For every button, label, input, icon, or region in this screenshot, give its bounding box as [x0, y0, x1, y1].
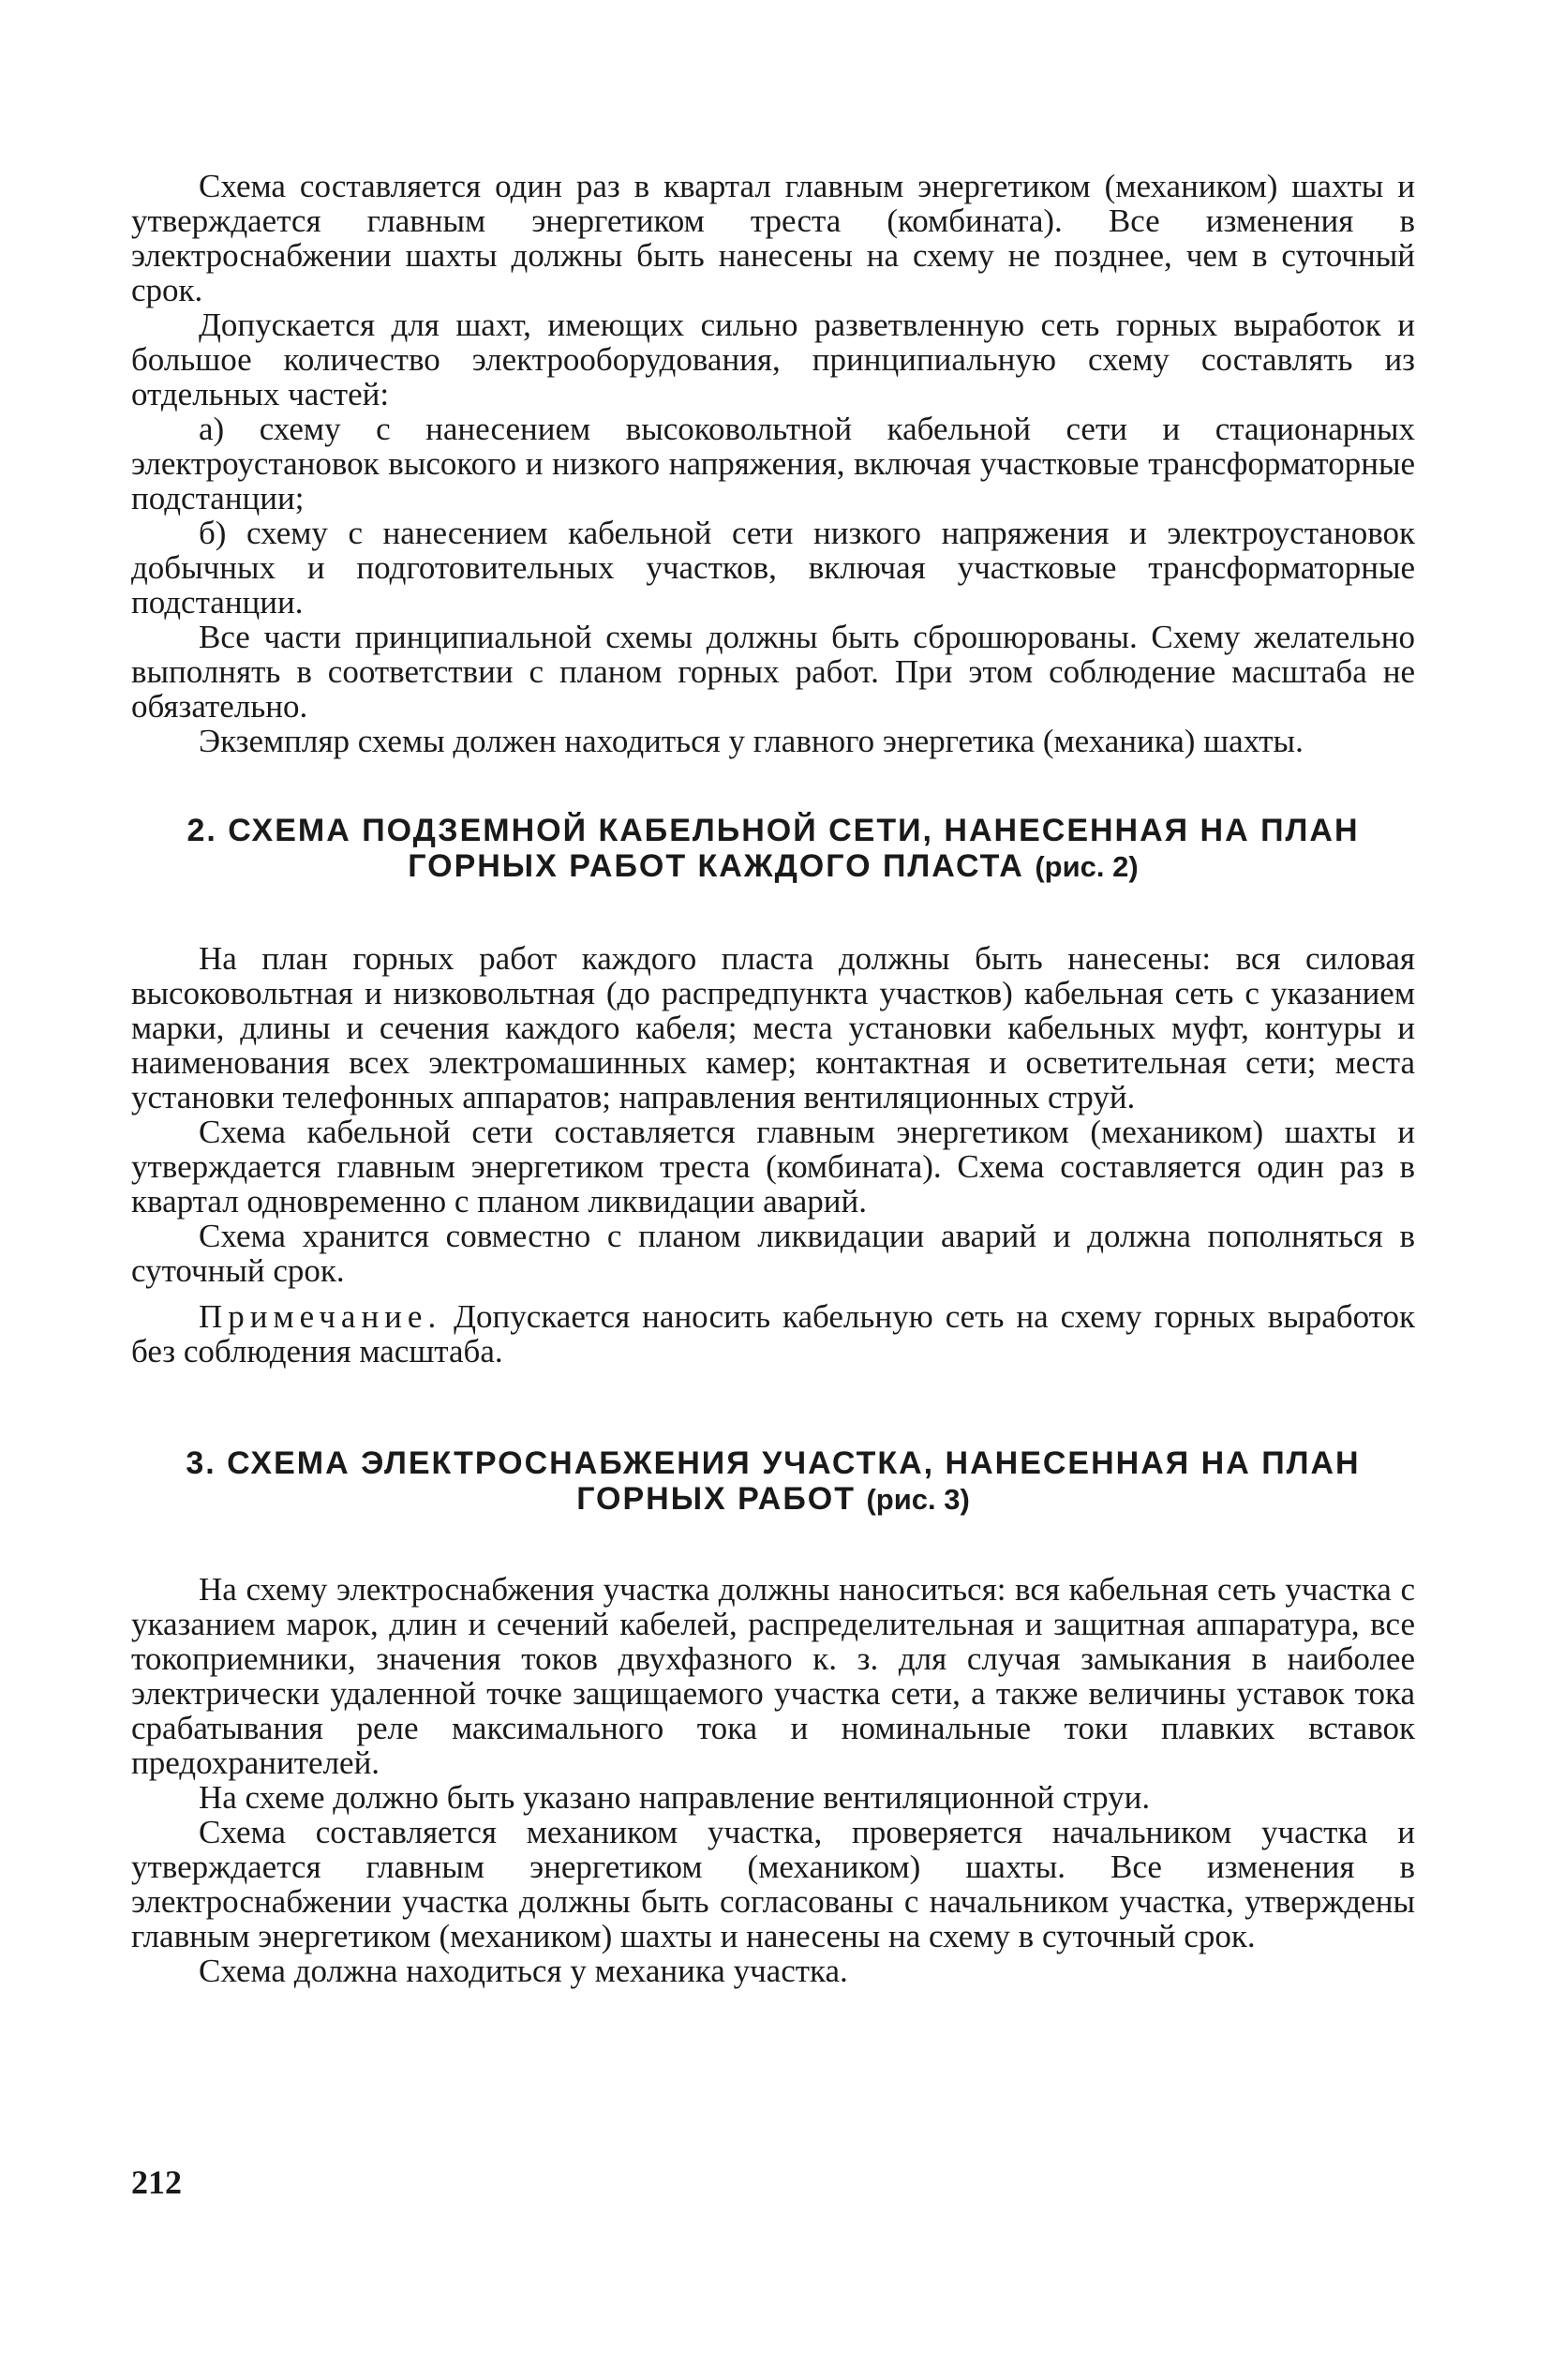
paragraph: Схема составляется один раз в квартал главным энергетиком (механиком) шахты и утверждается главным энергетиком треста (комбината). Все изменения в электроснабжении шахты должны быть нанесены на схему не позднее, чем в суточный срок. [131, 168, 1415, 308]
paragraph: б) схему с нанесением кабельной сети низкого напряжения и электроустановок добычных и подготовительных участков, включая участковые трансформаторные подстанции. [131, 515, 1415, 621]
paragraph: Все части принципиальной схемы должны быть сброшюрованы. Схему желательно выполнять в соответствии с планом горных работ. При этом соблюдение масштаба не обязательно. [131, 619, 1415, 725]
figure-reference: (рис. 3) [866, 1483, 970, 1516]
page-content [131, 169, 1415, 1988]
paragraph: Схема составляется механиком участка, проверяется начальником участка и утверждается главным энергетиком (механиком) шахты. Все изменения в электроснабжении участка должны быть согласованы с начальником участка, утверждены главным энергетиком (механиком) шахты и нанесены на схему в суточный срок. [131, 1814, 1415, 1954]
paragraph: Схема должна находиться у механика участка. [199, 1953, 848, 1989]
paragraph: а) схему с нанесением высоковольтной кабельной сети и стационарных электроустановок высокого и низкого напряжения, включая участковые трансформаторные подстанции; [131, 411, 1415, 516]
note-text: Допускается наносить кабельную сеть на схему горных выработок без соблюдения масштаба. [131, 1298, 1415, 1370]
paragraph: Экземпляр схемы должен находиться у главного энергетика (механика) шахты. [199, 723, 1304, 759]
section-1-body [131, 169, 1415, 758]
section-3-body [131, 1572, 1415, 1988]
heading-line: 3. СХЕМА ЭЛЕКТРОСНАБЖЕНИЯ УЧАСТКА, НАНЕСЕННАЯ НА ПЛАН [186, 1445, 1361, 1481]
section-3-heading [131, 1445, 1415, 1518]
paragraph: Допускается для шахт, имеющих сильно разветвленную сеть горных выработок и большое количество электрооборудования, принципиальную схему составлять из отдельных частей: [131, 307, 1415, 412]
paragraph: На схему электроснабжения участка должны наноситься: вся кабельная сеть участка с указанием марок, длин и сечений кабелей, распределительная и защитная аппаратура, все токоприемники, значения токов двухфазного к. з. для случая замыкания в наиболее электрически удаленной точке защищаемого участка сети, а также величины уставок тока срабатывания реле максимального тока и номинальные токи плавких вставок предохранителей. [131, 1571, 1415, 1781]
section-2-heading [131, 813, 1415, 885]
section-2-body [131, 941, 1415, 1369]
note-label: Примечание. [199, 1298, 442, 1335]
heading-line: ГОРНЫХ РАБОТ КАЖДОГО ПЛАСТА [408, 848, 1024, 884]
paragraph: Схема кабельной сети составляется главным энергетиком (механиком) шахты и утверждается главным энергетиком треста (комбината). Схема составляется один раз в квартал одновременно с планом ликвидации аварий. [131, 1114, 1415, 1220]
figure-reference: (рис. 2) [1035, 850, 1139, 883]
paragraph: На план горных работ каждого пласта должны быть нанесены: вся силовая высоковольтная и низковольтная (до распредпункта участков) кабельная сеть с указанием марки, длины и сечения каждого кабеля; места установки кабельных муфт, контуры и наименования всех электромашинных камер; контактная и осветительная сети; места установки телефонных аппаратов; направления вентиляционных струй. [131, 940, 1415, 1115]
heading-line: ГОРНЫХ РАБОТ [576, 1481, 856, 1517]
paragraph: Схема хранится совместно с планом ликвидации аварий и должна пополняться в суточный срок. [131, 1218, 1415, 1289]
note-paragraph [131, 1299, 1415, 1369]
paragraph: На схеме должно быть указано направление вентиляционной струи. [199, 1779, 1151, 1816]
heading-line: 2. СХЕМА ПОДЗЕМНОЙ КАБЕЛЬНОЙ СЕТИ, НАНЕСЕННАЯ НА ПЛАН [186, 813, 1360, 848]
page-number: 212 [131, 2163, 182, 2201]
